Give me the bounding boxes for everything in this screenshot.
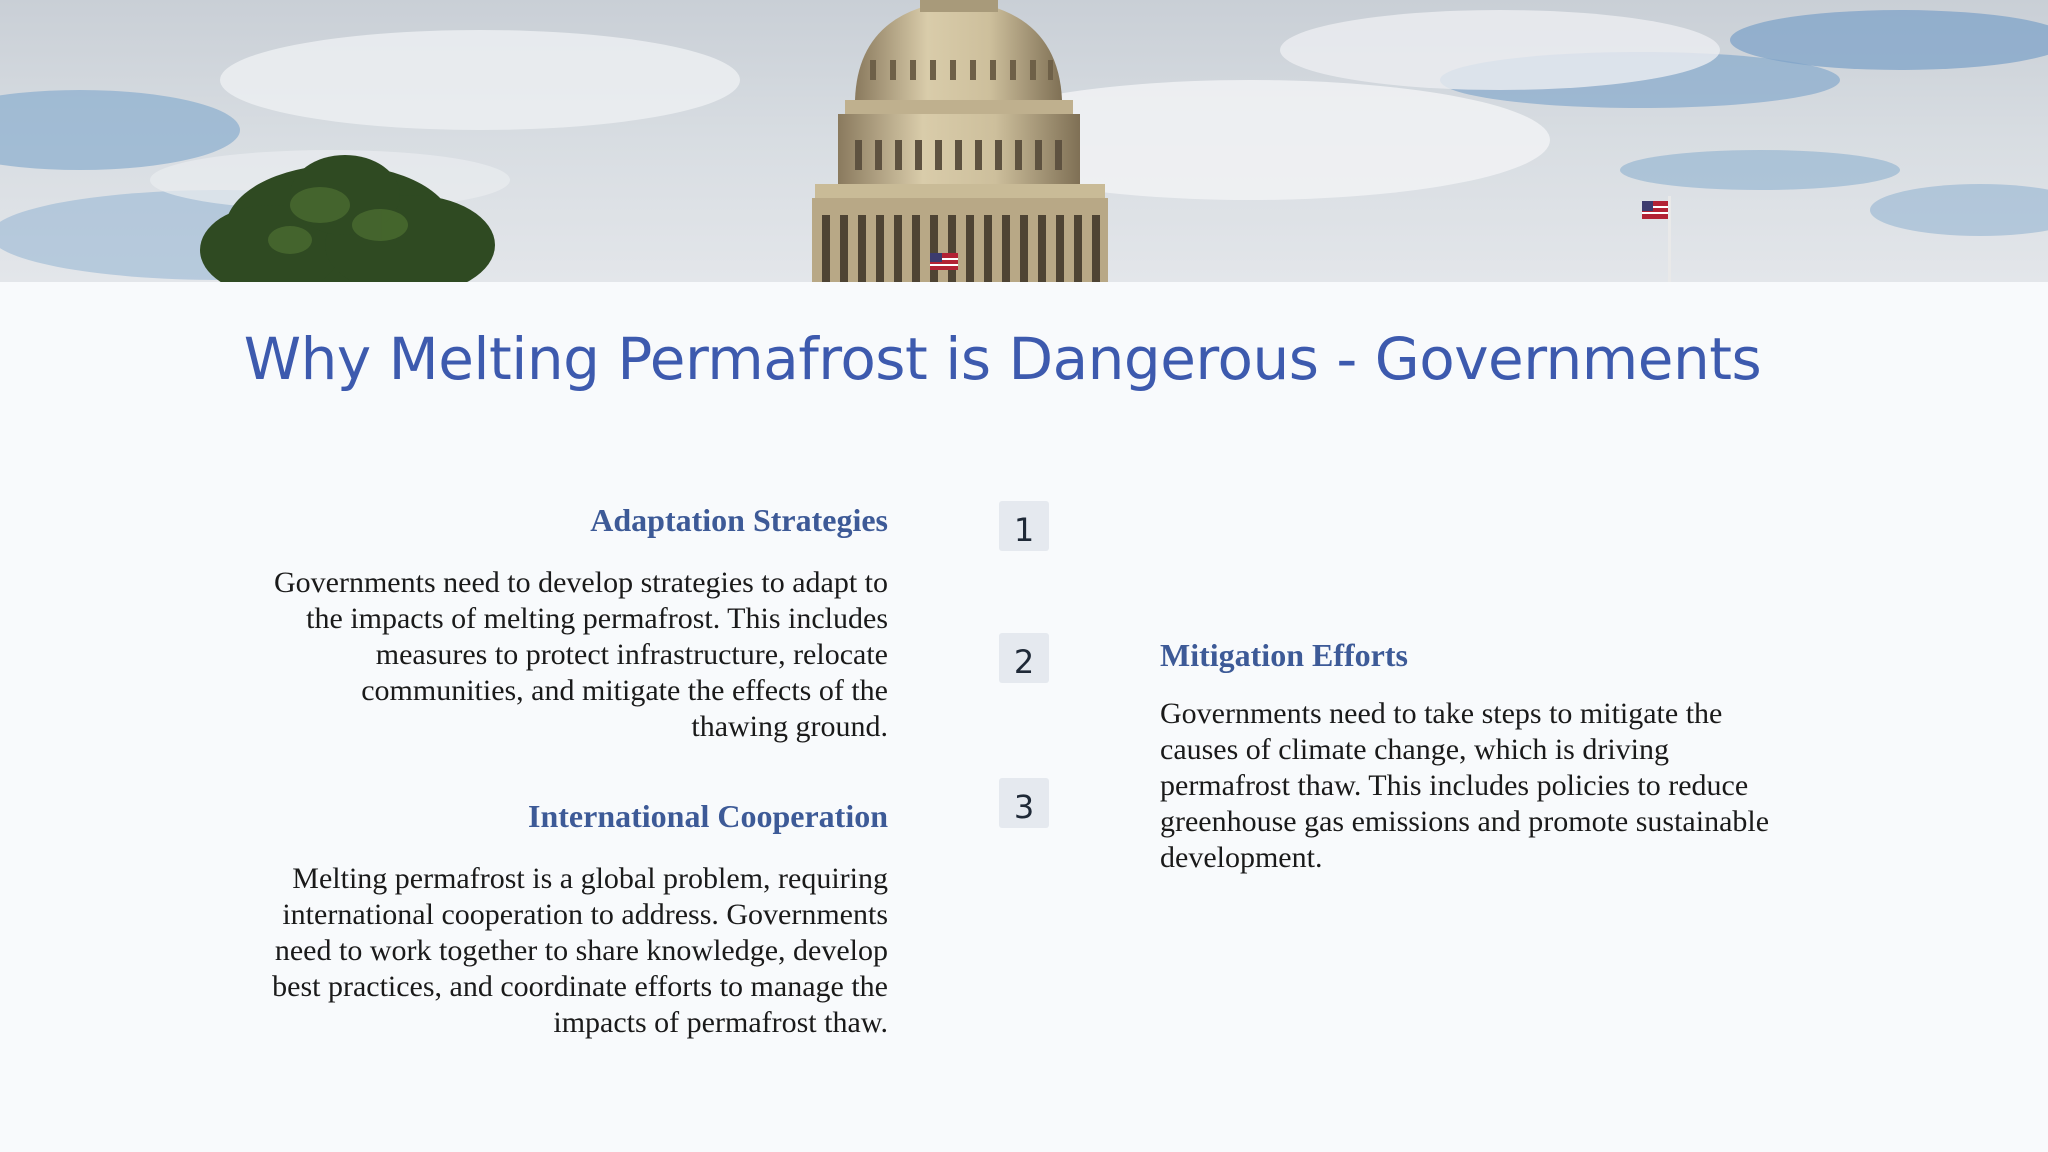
step-body: Melting permafrost is a global problem, requiring international cooperation to address. Governments need to work together to share knowledge, develop best practices, and coordinate efforts to manage the impacts of permafrost thaw.: [272, 862, 888, 1039]
step-heading: Adaptation Strategies: [590, 502, 888, 538]
step-number-1: 1: [999, 501, 1049, 551]
step-heading: International Cooperation: [528, 798, 888, 834]
step-heading: Mitigation Efforts: [1160, 637, 1408, 673]
step-mitigation-efforts: [1160, 637, 1770, 876]
capitol-dome-photo: [0, 0, 2048, 282]
step-adaptation-strategies: [268, 502, 888, 745]
step-body: Governments need to develop strategies to adapt to the impacts of melting permafrost. This includes measures to protect infrastructure, relocate communities, and mitigate the effects of the thawing ground.: [274, 566, 888, 743]
step-number-3: 3: [999, 778, 1049, 828]
page-title: Why Melting Permafrost is Dangerous - Governments: [243, 325, 1762, 393]
step-number-2: 2: [999, 633, 1049, 683]
step-body: Governments need to take steps to mitigate the causes of climate change, which is driving permafrost thaw. This includes policies to reduce greenhouse gas emissions and promote sustainable development.: [1160, 697, 1770, 874]
step-international-cooperation: [268, 798, 888, 1041]
